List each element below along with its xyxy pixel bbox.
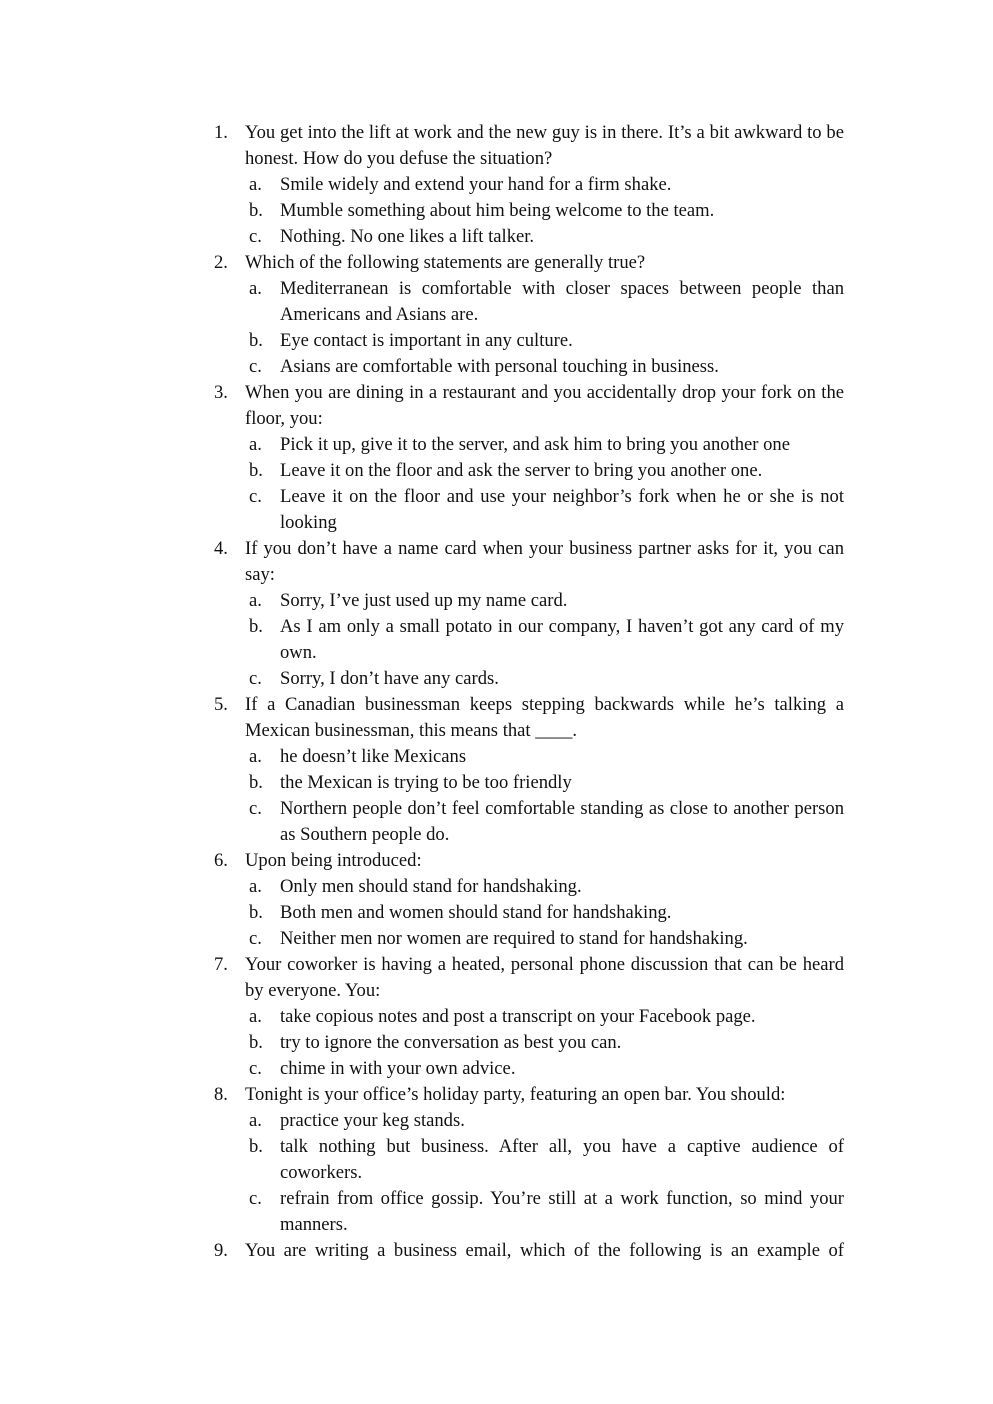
question-7	[212, 952, 844, 1082]
question-stem	[212, 1082, 844, 1108]
option-letter: b.	[249, 460, 263, 481]
option-text: As I am only a small potato in our company, I haven’t got any card of my own.	[280, 616, 844, 663]
option-b	[245, 328, 844, 354]
option-text: try to ignore the conversation as best you can.	[280, 1032, 622, 1053]
question-stem	[212, 952, 844, 1004]
question-stem	[212, 380, 844, 432]
option-letter: b.	[249, 200, 263, 221]
question-number: 8.	[214, 1084, 228, 1105]
option-text: Leave it on the floor and ask the server to bring you another one.	[280, 460, 763, 481]
option-list	[245, 744, 844, 848]
option-text: Mumble something about him being welcome to the team.	[280, 200, 715, 221]
option-text: Neither men nor women are required to stand for handshaking.	[280, 928, 748, 949]
question-9	[212, 1238, 844, 1264]
option-letter: c.	[249, 356, 262, 377]
option-text: refrain from office gossip. You’re still at a work function, so mind your manners.	[280, 1188, 844, 1235]
question-number: 7.	[214, 954, 228, 975]
option-list	[245, 172, 844, 250]
option-text: Northern people don’t feel comfortable standing as close to another person as Southern people do.	[280, 798, 844, 845]
option-a	[245, 276, 844, 328]
option-b	[245, 770, 844, 796]
question-number: 3.	[214, 382, 228, 403]
option-text: Pick it up, give it to the server, and ask him to bring you another one	[280, 434, 790, 455]
question-text: Upon being introduced:	[245, 850, 422, 871]
option-letter: a.	[249, 278, 262, 299]
option-text: Only men should stand for handshaking.	[280, 876, 582, 897]
option-letter: a.	[249, 746, 262, 767]
option-list	[245, 1108, 844, 1238]
option-letter: a.	[249, 876, 262, 897]
option-text: Sorry, I don’t have any cards.	[280, 668, 499, 689]
question-8	[212, 1082, 844, 1238]
question-5	[212, 692, 844, 848]
option-list	[245, 432, 844, 536]
option-a	[245, 588, 844, 614]
option-text: Leave it on the floor and use your neighbor’s fork when he or she is not looking	[280, 486, 844, 533]
option-text: take copious notes and post a transcript on your Facebook page.	[280, 1006, 756, 1027]
option-c	[245, 796, 844, 848]
question-stem	[212, 120, 844, 172]
question-stem	[212, 692, 844, 744]
option-list	[245, 588, 844, 692]
option-letter: c.	[249, 486, 262, 507]
question-2	[212, 250, 844, 380]
option-letter: a.	[249, 174, 262, 195]
option-a	[245, 874, 844, 900]
question-text: Your coworker is having a heated, personal phone discussion that can be heard by everyone. You:	[245, 954, 844, 1001]
option-b	[245, 900, 844, 926]
question-text: If you don’t have a name card when your business partner asks for it, you can say:	[245, 538, 844, 585]
option-letter: c.	[249, 226, 262, 247]
option-letter: b.	[249, 616, 263, 637]
question-number: 2.	[214, 252, 228, 273]
option-list	[245, 1004, 844, 1082]
question-text: Which of the following statements are generally true?	[245, 252, 646, 273]
question-text: You are writing a business email, which of the following is an example of	[245, 1240, 844, 1261]
option-letter: b.	[249, 772, 263, 793]
option-a	[245, 744, 844, 770]
option-letter: a.	[249, 1006, 262, 1027]
question-list	[212, 120, 844, 1264]
option-text: chime in with your own advice.	[280, 1058, 516, 1079]
option-a	[245, 432, 844, 458]
option-c	[245, 224, 844, 250]
option-text: Eye contact is important in any culture.	[280, 330, 573, 351]
option-c	[245, 1056, 844, 1082]
question-stem	[212, 1238, 844, 1264]
question-number: 9.	[214, 1240, 228, 1261]
option-text: he doesn’t like Mexicans	[280, 746, 467, 767]
option-letter: c.	[249, 928, 262, 949]
option-a	[245, 1108, 844, 1134]
question-text: When you are dining in a restaurant and you accidentally drop your fork on the floor, you:	[245, 382, 844, 429]
option-text: Sorry, I’ve just used up my name card.	[280, 590, 568, 611]
option-text: the Mexican is trying to be too friendly	[280, 772, 572, 793]
question-number: 4.	[214, 538, 228, 559]
option-letter: c.	[249, 1188, 262, 1209]
option-text: Both men and women should stand for handshaking.	[280, 902, 672, 923]
question-number: 6.	[214, 850, 228, 871]
option-letter: c.	[249, 798, 262, 819]
option-c	[245, 354, 844, 380]
option-text: Asians are comfortable with personal touching in business.	[280, 356, 719, 377]
question-stem	[212, 250, 844, 276]
option-letter: b.	[249, 902, 263, 923]
option-b	[245, 1030, 844, 1056]
option-letter: b.	[249, 1136, 263, 1157]
option-text: Mediterranean is comfortable with closer spaces between people than Americans and Asians are.	[280, 278, 844, 325]
option-b	[245, 1134, 844, 1186]
option-text: Nothing. No one likes a lift talker.	[280, 226, 535, 247]
option-letter: a.	[249, 1110, 262, 1131]
option-list	[245, 276, 844, 380]
option-list	[245, 874, 844, 952]
question-text: If a Canadian businessman keeps stepping backwards while he’s talking a Mexican businessman, this means that ____.	[245, 694, 844, 741]
option-letter: a.	[249, 590, 262, 611]
option-c	[245, 926, 844, 952]
question-number: 1.	[214, 122, 228, 143]
option-c	[245, 666, 844, 692]
question-6	[212, 848, 844, 952]
option-letter: b.	[249, 330, 263, 351]
option-a	[245, 172, 844, 198]
option-b	[245, 458, 844, 484]
option-b	[245, 198, 844, 224]
option-text: talk nothing but business. After all, you have a captive audience of coworkers.	[280, 1136, 844, 1183]
option-letter: a.	[249, 434, 262, 455]
option-c	[245, 484, 844, 536]
question-1	[212, 120, 844, 250]
option-b	[245, 614, 844, 666]
option-text: practice your keg stands.	[280, 1110, 465, 1131]
option-letter: c.	[249, 668, 262, 689]
question-number: 5.	[214, 694, 228, 715]
question-3	[212, 380, 844, 536]
option-text: Smile widely and extend your hand for a firm shake.	[280, 174, 672, 195]
question-stem	[212, 536, 844, 588]
question-stem	[212, 848, 844, 874]
option-letter: b.	[249, 1032, 263, 1053]
option-a	[245, 1004, 844, 1030]
option-c	[245, 1186, 844, 1238]
option-letter: c.	[249, 1058, 262, 1079]
question-text: Tonight is your office’s holiday party, featuring an open bar. You should:	[245, 1084, 786, 1105]
question-4	[212, 536, 844, 692]
question-text: You get into the lift at work and the new guy is in there. It’s a bit awkward to be honest. How do you defuse the situation?	[245, 122, 844, 169]
